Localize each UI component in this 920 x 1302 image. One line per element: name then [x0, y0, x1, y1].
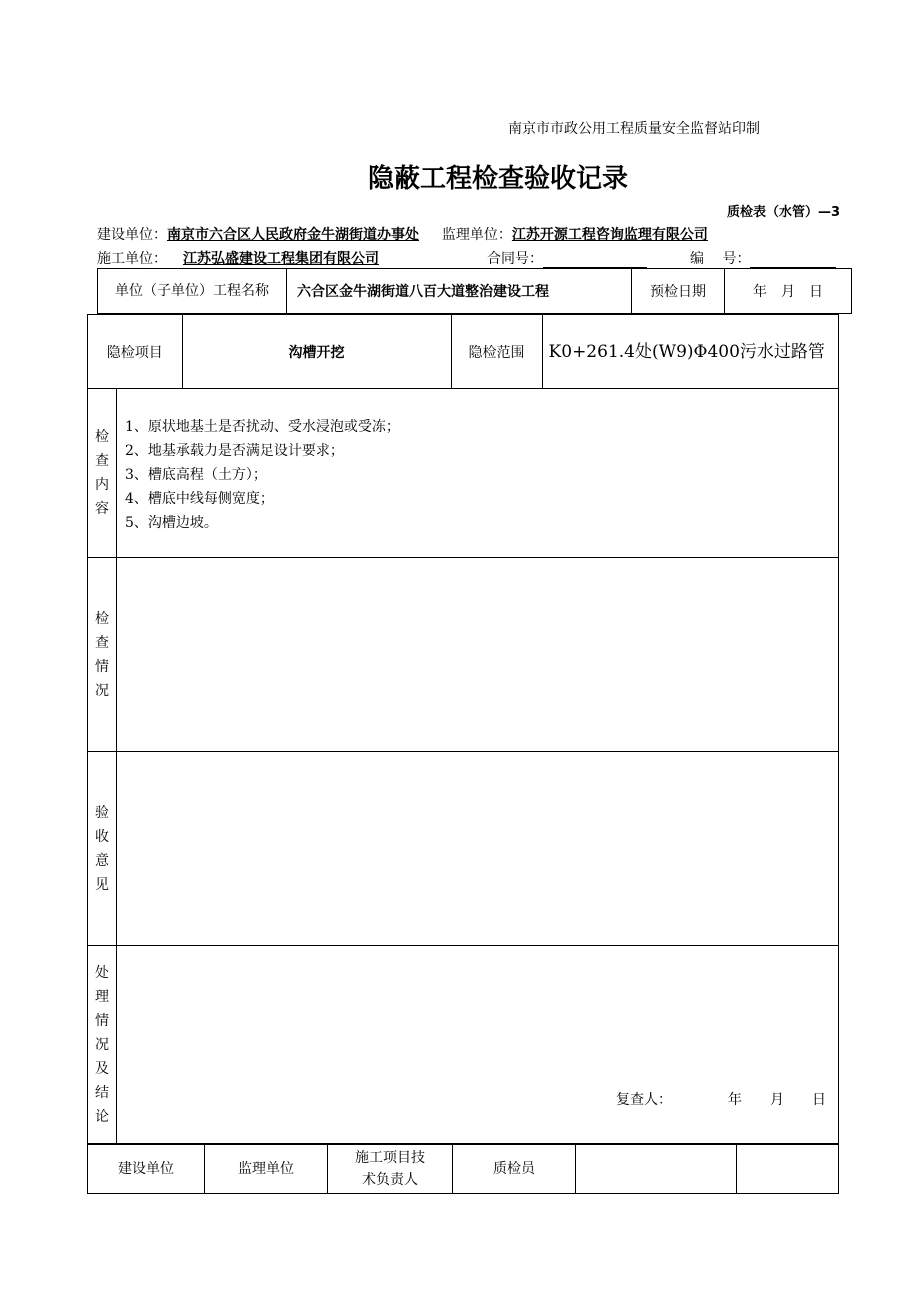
- situation-label: 检查情况: [88, 558, 117, 752]
- owner-supervisor-line: [97, 224, 708, 244]
- printer-note: 南京市市政公用工程质量安全监督站印制: [508, 121, 760, 137]
- situation-cell: [117, 558, 839, 752]
- supervisor-label: 监理单位：: [441, 227, 512, 243]
- sign-blank-1: [576, 1145, 737, 1194]
- review-date: 年 月 日: [728, 1092, 826, 1108]
- opinion-cell: [117, 752, 839, 946]
- opinion-label: 验收意见: [88, 752, 117, 946]
- range-value: K0+261.4处(W9)Φ400污水过路管: [542, 315, 838, 389]
- contractor-value: 江苏弘盛建设工程集团有限公司: [183, 251, 379, 267]
- contract-field: [487, 248, 647, 268]
- content-item: 5、沟槽边坡。: [125, 515, 218, 531]
- content-item: 2、地基承载力是否满足设计要求；: [125, 443, 344, 459]
- sign-supervisor: 监理单位: [205, 1145, 328, 1194]
- range-label: 隐检范围: [451, 315, 542, 389]
- content-item: 3、槽底高程（土方）；: [125, 467, 267, 483]
- project-table: [97, 268, 852, 314]
- page-title: 隐蔽工程检查验收记录: [367, 164, 628, 194]
- content-items: [117, 389, 839, 558]
- contractor-line: [97, 248, 379, 268]
- project-value: 六合区金牛湖街道八百大道整治建设工程: [287, 269, 632, 314]
- sign-blank-2: [737, 1145, 839, 1194]
- signature-table: [87, 1144, 839, 1194]
- number-blank: [750, 253, 836, 268]
- contract-label: 合同号：: [487, 251, 543, 267]
- predate-label: 预检日期: [632, 269, 725, 314]
- content-item: 4、槽底中线每侧宽度；: [125, 491, 274, 507]
- content-label: 检查内容: [88, 389, 117, 558]
- conclusion-label: 处理情况及结论: [88, 946, 117, 1144]
- inspection-table: [87, 314, 839, 1144]
- item-value: 沟槽开挖: [182, 315, 451, 389]
- number-field: [690, 248, 836, 268]
- reviewer-label: 复查人：: [616, 1092, 672, 1108]
- sign-tech-lead: 施工项目技术负责人: [328, 1145, 453, 1194]
- sign-qc: 质检员: [453, 1145, 576, 1194]
- predate-value: 年 月 日: [725, 269, 852, 314]
- form-number: 质检表（水管）—3: [726, 205, 840, 220]
- contract-blank: [543, 253, 647, 268]
- number-label: 编 号：: [690, 251, 751, 267]
- owner-value: 南京市六合区人民政府金牛湖街道办事处: [167, 227, 419, 243]
- content-item: 1、原状地基土是否扰动、受水浸泡或受冻；: [125, 419, 400, 435]
- supervisor-value: 江苏开源工程咨询监理有限公司: [511, 227, 708, 243]
- project-label: 单位（子单位）工程名称: [98, 269, 287, 314]
- item-label: 隐检项目: [88, 315, 183, 389]
- contractor-label: 施工单位：: [97, 251, 167, 267]
- conclusion-cell: [117, 946, 839, 1144]
- sign-owner: 建设单位: [88, 1145, 205, 1194]
- owner-label: 建设单位：: [97, 227, 167, 243]
